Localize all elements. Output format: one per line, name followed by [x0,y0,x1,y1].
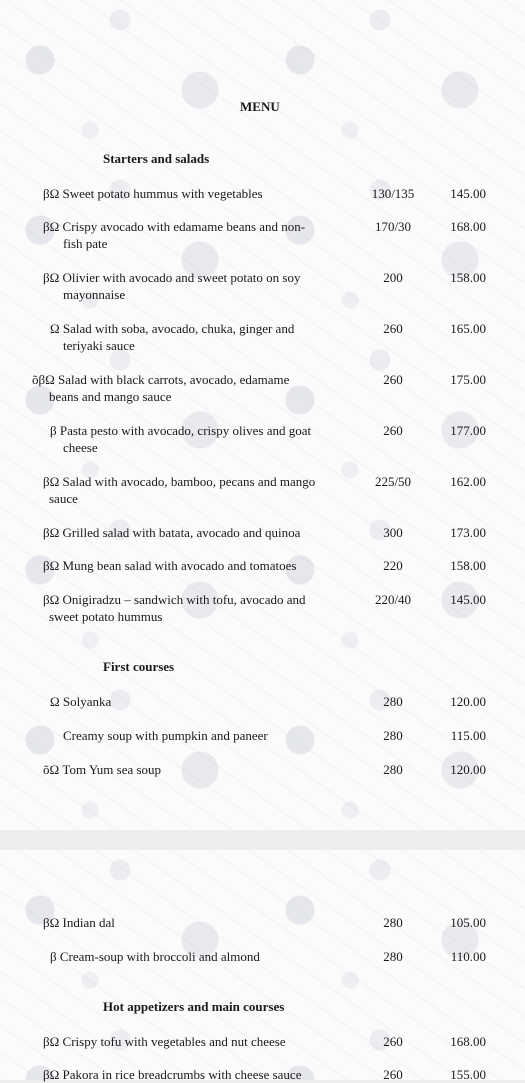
item-price: 177.00 [450,423,486,438]
item-weight: 260 [383,372,403,387]
item-name: βΩ Mung bean salad with avocado and tomatoes [43,558,297,573]
item-price: 158.00 [450,558,486,573]
item-name: βΩ Indian dal [43,915,115,930]
item-name: õΩ Tom Yum sea soup [43,762,162,777]
item-name: βΩ Pakora in rice breadcrumbs with cheese sauce [43,1067,302,1082]
item-weight: 260 [383,1067,403,1082]
item-price: 120.00 [450,694,486,709]
item-weight: 280 [383,728,403,743]
item-name: βΩ Crispy tofu with vegetables and nut cheese [43,1034,286,1049]
item-price: 110.00 [450,949,486,964]
item-price: 168.00 [450,219,486,234]
section-heading: Starters and salads [103,151,210,166]
item-name: βΩ Grilled salad with batata, avocado and quinoa [43,525,301,540]
item-price: 105.00 [450,915,486,930]
item-price: 173.00 [450,525,486,540]
item-name: Creamy soup with pumpkin and paneer [63,728,268,743]
item-price: 158.00 [450,270,486,285]
item-name: βΩ Sweet potato hummus with vegetables [43,186,263,201]
item-name: βΩ Olivier with avocado and sweet potato on soy mayonnaise [43,270,301,302]
item-weight: 200 [383,270,403,285]
item-price: 165.00 [450,321,486,336]
item-name: õβΩ Salad with black carrots, avocado, edamame beans and mango sauce [32,372,290,404]
item-name: β Pasta pesto with avocado, crispy olives and goat cheese [50,423,312,455]
item-name: βΩ Crispy avocado with edamame beans and non- fish pate [43,219,306,251]
item-weight: 170/30 [374,219,412,234]
item-weight: 225/50 [374,474,412,489]
item-weight: 280 [383,915,403,930]
item-price: 175.00 [450,372,486,387]
item-price: 168.00 [450,1034,486,1049]
item-weight: 260 [383,1034,403,1049]
item-name: βΩ Onigiradzu – sandwich with tofu, avocado and sweet potato hummus [43,592,306,624]
item-weight: 280 [383,762,403,777]
item-name: Ω Solyanka [50,694,112,709]
menu-title: MENU [240,99,280,114]
item-weight: 280 [383,694,403,709]
item-name: βΩ Salad with avocado, bamboo, pecans and mango sauce [43,474,316,506]
item-weight: 300 [383,525,403,540]
item-name: β Cream-soup with broccoli and almond [50,949,260,964]
item-price: 120.00 [450,762,486,777]
item-weight: 130/135 [371,186,415,201]
item-price: 145.00 [450,186,486,201]
item-weight: 220 [383,558,403,573]
item-price: 115.00 [450,728,486,743]
section-heading: Hot appetizers and main courses [103,999,285,1014]
item-weight: 280 [383,949,403,964]
item-weight: 220/40 [374,592,412,607]
item-price: 162.00 [450,474,486,489]
item-weight: 260 [383,321,403,336]
section-heading: First courses [103,659,175,674]
item-weight: 260 [383,423,403,438]
item-name: Ω Salad with soba, avocado, chuka, ginger and teriyaki sauce [50,321,295,353]
item-price: 155.00 [450,1067,486,1082]
item-price: 145.00 [450,592,486,607]
